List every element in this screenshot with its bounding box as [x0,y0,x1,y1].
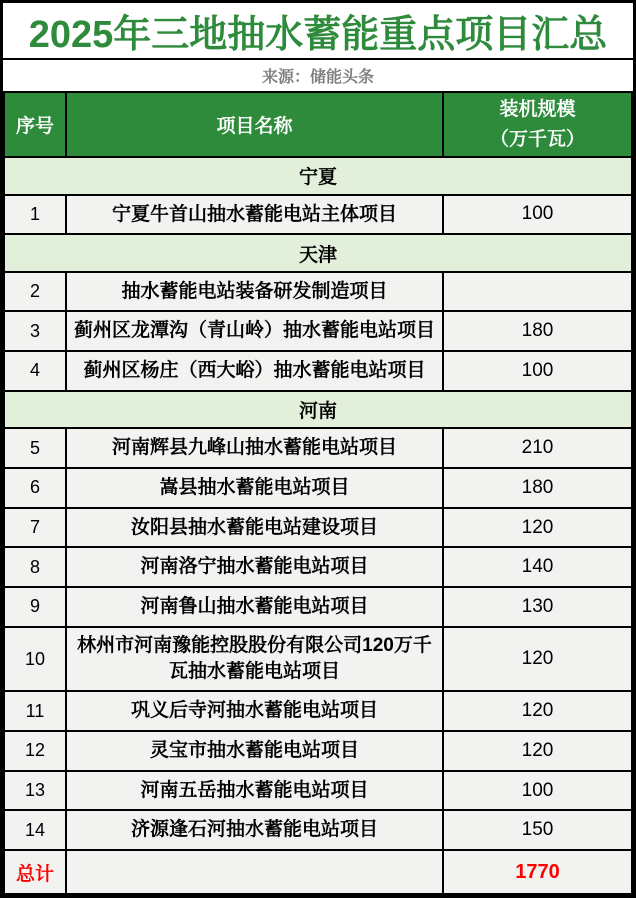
table-body [4,157,632,850]
header-capacity-line2: （万千瓦） [489,128,585,150]
row-index: 7 [4,508,66,548]
project-name: 汝阳县抽水蓄能电站建设项目 [66,508,443,548]
table-row [4,311,632,351]
table-row [4,547,632,587]
capacity-value: 180 [443,311,632,351]
row-index: 14 [4,810,66,850]
row-index: 12 [4,731,66,771]
header-row [4,92,632,157]
table-row [4,731,632,771]
section-label: 天津 [4,234,632,272]
section-row [4,157,632,195]
total-empty-cell [66,850,443,894]
source-credit: 来源：储能头条 [261,69,374,86]
title-row [3,3,633,58]
project-name: 嵩县抽水蓄能电站项目 [66,468,443,508]
row-index: 5 [4,428,66,468]
row-index: 2 [4,272,66,312]
row-index: 9 [4,587,66,627]
table-row [4,272,632,312]
header-project-name: 项目名称 [66,92,443,157]
table-header [4,92,632,157]
capacity-value: 100 [443,195,632,235]
capacity-value: 100 [443,771,632,811]
project-name: 济源逢石河抽水蓄能电站项目 [66,810,443,850]
header-index: 序号 [4,92,66,157]
capacity-value: 210 [443,428,632,468]
section-row [4,234,632,272]
projects-table [3,91,633,895]
row-index: 8 [4,547,66,587]
project-name: 河南五岳抽水蓄能电站项目 [66,771,443,811]
project-name: 宁夏牛首山抽水蓄能电站主体项目 [66,195,443,235]
row-index: 6 [4,468,66,508]
total-row [4,850,632,894]
row-index: 11 [4,691,66,731]
table-footer [4,850,632,894]
table-row [4,468,632,508]
row-index: 10 [4,627,66,692]
project-name: 巩义后寺河抽水蓄能电站项目 [66,691,443,731]
table-row [4,771,632,811]
project-name: 蓟州区杨庄（西大峪）抽水蓄能电站项目 [66,351,443,391]
project-name: 灵宝市抽水蓄能电站项目 [66,731,443,771]
table-row [4,810,632,850]
row-index: 1 [4,195,66,235]
capacity-value: 130 [443,587,632,627]
capacity-value: 180 [443,468,632,508]
project-name: 林州市河南豫能控股股份有限公司120万千瓦抽水蓄能电站项目 [66,627,443,692]
capacity-value: 120 [443,627,632,692]
header-capacity-line1: 装机规模 [499,99,576,121]
project-name: 河南洛宁抽水蓄能电站项目 [66,547,443,587]
capacity-value: 120 [443,731,632,771]
section-label: 宁夏 [4,157,632,195]
project-name: 河南辉县九峰山抽水蓄能电站项目 [66,428,443,468]
capacity-value [443,272,632,312]
capacity-value: 120 [443,508,632,548]
row-index: 4 [4,351,66,391]
page-title: 2025年三地抽水蓄能重点项目汇总 [28,14,608,56]
source-row [3,58,633,91]
table-row [4,691,632,731]
table-row [4,508,632,548]
project-name: 蓟州区龙潭沟（青山岭）抽水蓄能电站项目 [66,311,443,351]
capacity-value: 140 [443,547,632,587]
project-name: 河南鲁山抽水蓄能电站项目 [66,587,443,627]
row-index: 13 [4,771,66,811]
row-index: 3 [4,311,66,351]
project-name: 抽水蓄能电站装备研发制造项目 [66,272,443,312]
total-label: 总计 [4,850,66,894]
capacity-value: 150 [443,810,632,850]
table-row [4,428,632,468]
table-row [4,587,632,627]
section-label: 河南 [4,391,632,429]
header-capacity [443,92,632,157]
table-row [4,195,632,235]
capacity-value: 100 [443,351,632,391]
total-capacity: 1770 [443,850,632,894]
table-row [4,627,632,692]
table-row [4,351,632,391]
section-row [4,391,632,429]
capacity-value: 120 [443,691,632,731]
